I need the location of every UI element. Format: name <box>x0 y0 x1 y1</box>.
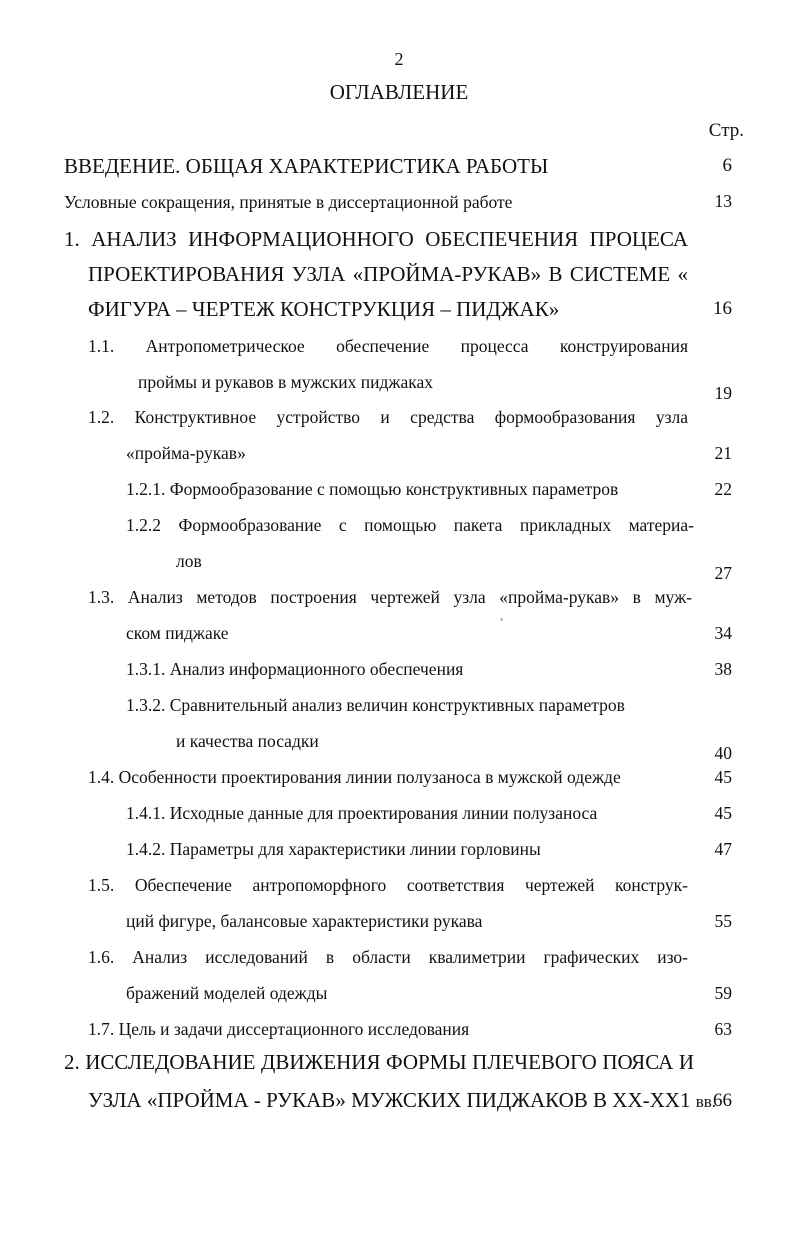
toc-entry-1-2-1: 1.2.1. Формообразование с помощью конструктивных параметров <box>126 479 619 499</box>
toc-entry-chapter-2-line-2 <box>88 1088 716 1113</box>
toc-page-abbreviations: 13 <box>714 191 732 211</box>
toc-entry-1-2-2-line-1: 1.2.2 Формообразование с помощью пакета прикладных материа- <box>126 515 694 535</box>
toc-entry-1-3-1: 1.3.1. Анализ информационного обеспечения <box>126 659 464 679</box>
scan-speck <box>500 618 503 621</box>
toc-entry-1-4-1: 1.4.1. Исходные данные для проектирования линии полузаноса <box>126 803 598 823</box>
toc-entry-1-4-2: 1.4.2. Параметры для характеристики линии горловины <box>126 839 541 859</box>
toc-page-1-3-2: 40 <box>714 743 732 763</box>
toc-entry-1-4: 1.4. Особенности проектирования линии полузаноса в мужской одежде <box>88 767 621 787</box>
toc-page-1-3-1: 38 <box>714 659 732 679</box>
toc-entry-1-5-line-1: 1.5. Обеспечение антропоморфного соответствия чертежей конструк- <box>88 875 688 895</box>
toc-entry-chapter-1-line-2: ПРОЕКТИРОВАНИЯ УЗЛА «ПРОЙМА-РУКАВ» В СИСТЕМЕ « <box>88 262 688 286</box>
toc-entry-1-3-line-2: ском пиджаке <box>126 623 229 643</box>
toc-entry-1-5-line-2: ций фигуре, балансовые характеристики рукава <box>126 911 483 931</box>
toc-entry-chapter-2-line-2-text: УЗЛА «ПРОЙМА - РУКАВ» МУЖСКИХ ПИДЖАКОВ В XX-XX1 <box>88 1088 691 1112</box>
toc-entry-1-2-2-line-2: лов <box>176 551 202 571</box>
toc-page-chapter-1: 16 <box>713 298 732 319</box>
toc-entry-1-6-line-2: бражений моделей одежды <box>126 983 328 1003</box>
toc-entry-chapter-2-line-1: 2. ИССЛЕДОВАНИЕ ДВИЖЕНИЯ ФОРМЫ ПЛЕЧЕВОГО ПОЯСА И <box>64 1050 694 1074</box>
page-number: 2 <box>394 49 404 69</box>
toc-entry-1-6-line-1: 1.6. Анализ исследований в области квалиметрии графических изо- <box>88 947 688 967</box>
toc-page-1-6: 59 <box>714 983 732 1003</box>
toc-page-introduction: 6 <box>722 155 732 176</box>
toc-page-1-7: 63 <box>714 1019 732 1039</box>
toc-entry-chapter-2-centuries: вв. <box>695 1092 717 1111</box>
toc-page-1-1: 19 <box>714 383 732 403</box>
toc-entry-1-1-line-1: 1.1. Антропометрическое обеспечение процесса конструирования <box>88 336 688 356</box>
toc-page-1-4-2: 47 <box>714 839 732 859</box>
toc-entry-introduction: ВВЕДЕНИЕ. ОБЩАЯ ХАРАКТЕРИСТИКА РАБОТЫ <box>64 154 549 178</box>
toc-entry-1-7: 1.7. Цель и задачи диссертационного исследования <box>88 1019 470 1039</box>
toc-page-1-2-2: 27 <box>714 563 732 583</box>
toc-entry-1-3-line-1: 1.3. Анализ методов построения чертежей узла «пройма-рукав» в муж- <box>88 587 692 607</box>
toc-page-1-2-1: 22 <box>714 479 732 499</box>
toc-entry-1-1-line-2: проймы и рукавов в мужских пиджаках <box>138 372 433 392</box>
toc-page-1-3: 34 <box>714 623 732 643</box>
toc-page-1-4: 45 <box>714 767 732 787</box>
toc-entry-chapter-1-line-1: 1. АНАЛИЗ ИНФОРМАЦИОННОГО ОБЕСПЕЧЕНИЯ ПРОЦЕСА <box>64 227 688 251</box>
toc-page-1-5: 55 <box>714 911 732 931</box>
toc-entry-chapter-1-line-3: ФИГУРА – ЧЕРТЕЖ КОНСТРУКЦИЯ – ПИДЖАК» <box>88 297 560 321</box>
toc-page-1-4-1: 45 <box>714 803 732 823</box>
page-column-label: Стр. <box>708 120 744 141</box>
toc-title: ОГЛАВЛЕНИЕ <box>329 80 469 104</box>
toc-entry-1-2-line-1: 1.2. Конструктивное устройство и средства формообразования узла <box>88 407 688 427</box>
toc-page-chapter-2: 66 <box>713 1090 732 1111</box>
toc-page-1-2: 21 <box>714 443 732 463</box>
toc-entry-1-3-2-line-2: и качества посадки <box>176 731 319 751</box>
toc-entry-1-3-2-line-1: 1.3.2. Сравнительный анализ величин конструктивных параметров <box>126 695 625 715</box>
toc-entry-abbreviations: Условные сокращения, принятые в диссертационной работе <box>64 192 513 212</box>
toc-entry-1-2-line-2: «пройма-рукав» <box>126 443 246 463</box>
